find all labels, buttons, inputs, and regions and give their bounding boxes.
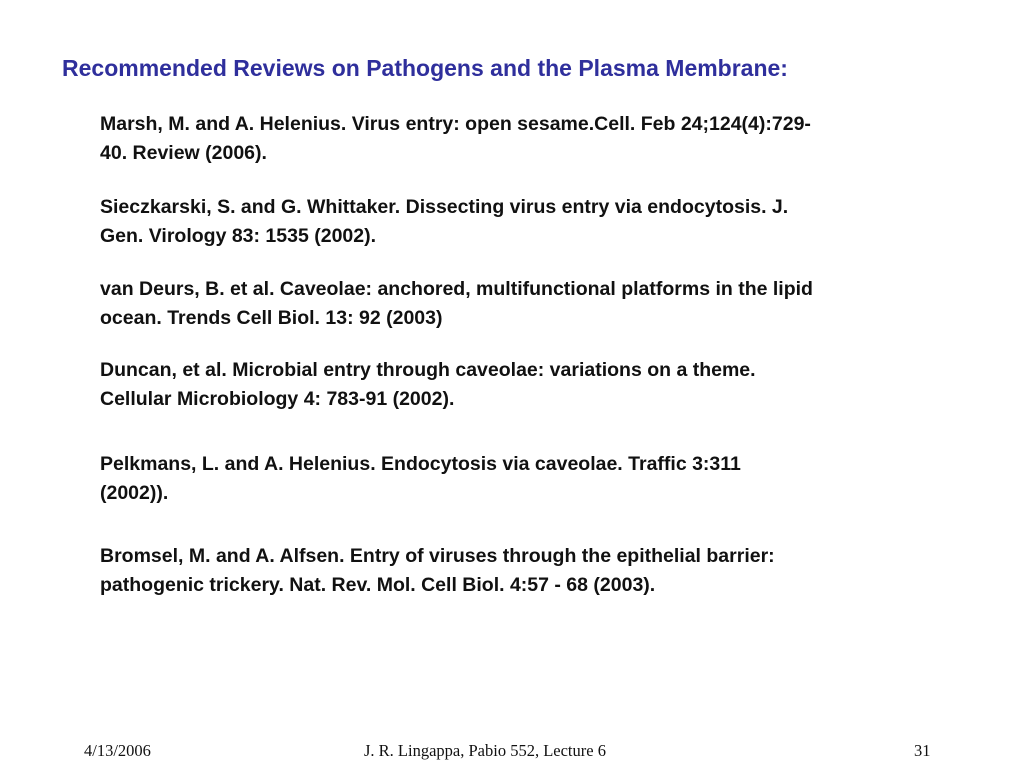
reference-line: Marsh, M. and A. Helenius. Virus entry: open sesame.Cell. Feb 24;124(4):729- [100, 113, 811, 135]
reference-line: 40. Review (2006). [100, 142, 267, 164]
reference-line: Bromsel, M. and A. Alfsen. Entry of viruses through the epithelial barrier: [100, 545, 775, 567]
reference-line: Cellular Microbiology 4: 783-91 (2002). [100, 388, 455, 410]
reference-line: Gen. Virology 83: 1535 (2002). [100, 225, 377, 247]
reference-line: pathogenic trickery. Nat. Rev. Mol. Cell Biol. 4:57 - 68 (2003). [100, 574, 656, 596]
footer-date: 4/13/2006 [84, 741, 151, 760]
reference-line: ocean. Trends Cell Biol. 13: 92 (2003) [100, 307, 443, 329]
reference-line: (2002)). [100, 482, 169, 504]
reference-item [100, 275, 950, 333]
reference-line: Pelkmans, L. and A. Helenius. Endocytosis via caveolae. Traffic 3:311 [100, 453, 741, 475]
reference-item [100, 193, 950, 251]
reference-line: Duncan, et al. Microbial entry through caveolae: variations on a theme. [100, 359, 756, 381]
reference-item [100, 110, 950, 168]
footer-page-number: 31 [914, 741, 931, 760]
reference-line: van Deurs, B. et al. Caveolae: anchored, multifunctional platforms in the lipid [100, 278, 813, 300]
reference-line: Sieczkarski, S. and G. Whittaker. Dissecting virus entry via endocytosis. J. [100, 196, 789, 218]
slide-title: Recommended Reviews on Pathogens and the Plasma Membrane: [62, 55, 788, 81]
reference-item [100, 450, 950, 508]
footer-course-label: J. R. Lingappa, Pabio 552, Lecture 6 [364, 741, 606, 760]
reference-item [100, 356, 950, 414]
reference-item [100, 542, 950, 600]
